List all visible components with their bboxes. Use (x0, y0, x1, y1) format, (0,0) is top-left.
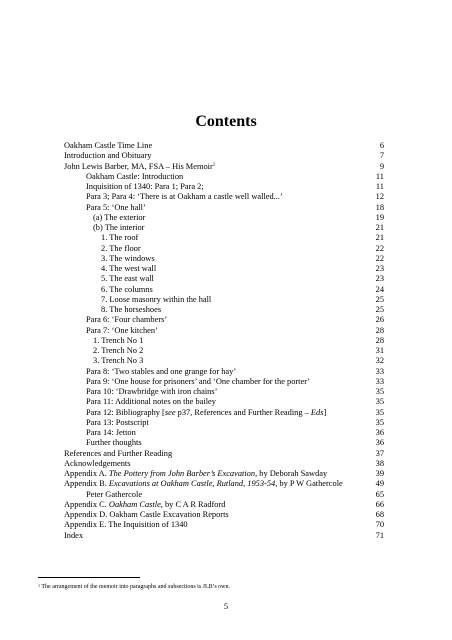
toc-entry-page: 37 (375, 448, 384, 458)
toc-entry-text: 1. The roof (101, 233, 139, 243)
toc-entry-title (86, 172, 183, 182)
toc-entry (64, 510, 384, 520)
toc-entry (64, 264, 384, 274)
toc-entry-page: 71 (375, 530, 384, 540)
toc-entry-title (64, 520, 188, 530)
toc-entry-page: 18 (375, 202, 384, 212)
toc-entry (64, 151, 384, 161)
toc-entry-page: 65 (375, 489, 384, 499)
toc-entry-title (93, 346, 143, 356)
toc-entry-title (64, 162, 215, 172)
toc-entry-italic: see (164, 407, 176, 417)
toc-entry-text: 3. Trench No 3 (93, 356, 144, 366)
toc-entry-title (86, 438, 142, 448)
toc-entry-page: 35 (375, 387, 384, 396)
toc-entry-page: 24 (375, 284, 384, 294)
footnote (38, 583, 230, 591)
toc-entry (64, 203, 384, 213)
toc-entry (64, 244, 384, 254)
toc-entry (64, 531, 384, 541)
toc-entry (64, 490, 384, 500)
toc-entry (64, 469, 384, 479)
toc-entry-title (101, 244, 141, 254)
toc-entry-text: 8. The horseshoes (101, 305, 162, 314)
toc-entry (64, 397, 384, 407)
toc-entry-text: p37, References and Further Reading – (175, 407, 311, 417)
toc-entry-text: Peter Gathercole (86, 489, 143, 499)
toc-entry-title (101, 264, 156, 274)
toc-entry-page: 35 (375, 417, 384, 427)
toc-entry-page: 19 (375, 212, 384, 222)
toc-entry (64, 182, 384, 192)
toc-entry-page: 11 (375, 182, 384, 191)
toc-entry-page: 36 (375, 438, 384, 448)
toc-entry (64, 408, 384, 418)
toc-entry (64, 254, 384, 264)
toc-entry-title (86, 315, 167, 325)
toc-entry-text: Appendix B. (64, 479, 109, 489)
toc-entry-page: 68 (375, 510, 384, 519)
toc-entry (64, 459, 384, 469)
toc-entry-text: Acknowledgements (64, 458, 131, 468)
toc-entry (64, 315, 384, 325)
toc-entry-text: 2. Trench No 2 (93, 346, 144, 355)
toc-entry (64, 233, 384, 243)
toc-entry-title (86, 377, 310, 387)
toc-entry-page: 70 (375, 520, 384, 530)
footnote-rule (38, 577, 140, 578)
toc-entry-page: 22 (375, 243, 384, 253)
toc-entry-title (86, 203, 146, 213)
toc-entry-page: 12 (375, 192, 384, 202)
toc-entry-page: 22 (375, 253, 384, 263)
toc-entry (64, 305, 384, 315)
toc-entry (64, 479, 384, 489)
toc-entry-page: 23 (375, 274, 384, 284)
table-of-contents (64, 141, 384, 541)
toc-entry-text: Further thoughts (86, 438, 142, 448)
toc-entry-title (101, 254, 155, 264)
toc-entry-text: Para 13: Postscript (86, 417, 149, 427)
toc-entry-text: Para 3; Para 4: ‘There is at Oakham a castle well walled...’ (86, 192, 283, 202)
toc-entry (64, 295, 384, 305)
toc-entry (64, 285, 384, 295)
toc-entry-page: 21 (375, 223, 384, 232)
toc-entry-title (64, 449, 172, 459)
toc-entry-title (101, 305, 161, 315)
toc-entry (64, 326, 384, 336)
toc-entry-text: Para 5: ‘One hall’ (86, 202, 146, 212)
toc-entry (64, 274, 384, 284)
toc-entry (64, 520, 384, 530)
toc-entry (64, 418, 384, 428)
toc-entry-text: Para 9: ‘One house for prisoners’ and ‘One chamber for the porter’ (86, 376, 311, 386)
toc-entry-title (86, 367, 236, 377)
toc-entry-title (93, 223, 144, 233)
toc-entry-title (86, 490, 142, 500)
toc-entry-text: Appendix E. The Inquisition of 1340 (64, 520, 188, 530)
toc-entry-text: Inquisition of 1340: Para 1; Para 2; (86, 182, 204, 191)
toc-entry-page: 25 (375, 294, 384, 304)
toc-entry-title (101, 285, 153, 295)
toc-entry-title (86, 397, 216, 407)
toc-entry-text: 4. The west wall (101, 264, 157, 273)
toc-entry (64, 367, 384, 377)
toc-entry-text: Para 10: ‘Drawbridge with iron chains’ (86, 387, 218, 396)
toc-entry-text: , by P W Gathercole (275, 479, 343, 489)
toc-entry-page: 35 (375, 407, 384, 417)
toc-entry-title (64, 469, 327, 479)
toc-entry-text: Appendix C. (64, 499, 109, 509)
toc-entry (64, 172, 384, 182)
toc-entry-page: 7 (379, 151, 384, 161)
toc-entry (64, 213, 384, 223)
toc-entry-page: 35 (375, 397, 384, 407)
toc-entry-title (101, 295, 211, 305)
toc-entry-page: 21 (375, 233, 384, 243)
toc-entry (64, 500, 384, 510)
toc-entry-page: 66 (375, 499, 384, 509)
toc-entry-text: 3. The windows (101, 253, 155, 263)
toc-entry-title (93, 336, 143, 346)
toc-entry-page: 36 (375, 428, 384, 437)
toc-entry-italic: The Pottery from John Barber’s Excavation (108, 469, 256, 478)
toc-entry-title (64, 531, 83, 541)
toc-entry (64, 449, 384, 459)
toc-entry (64, 356, 384, 366)
toc-entry-page: 6 (379, 141, 384, 150)
toc-entry (64, 336, 384, 346)
toc-entry-title (64, 141, 152, 151)
toc-entry-text: Para 14: Jetton (86, 428, 136, 437)
toc-entry (64, 428, 384, 438)
toc-entry-text: Appendix A. (64, 469, 109, 478)
toc-entry-title (101, 274, 154, 284)
toc-entry-text: John Lewis Barber, MA, FSA – His Memoir (64, 161, 213, 171)
toc-entry-text: Oakham Castle Time Line (64, 141, 153, 150)
toc-entry-title (86, 192, 283, 202)
toc-entry-title (86, 428, 136, 438)
toc-entry-text: 1. Trench No 1 (93, 335, 144, 345)
toc-entry-text: ] (323, 407, 327, 417)
page-title: Contents (195, 113, 257, 130)
toc-entry-page: 49 (375, 479, 384, 489)
footnote-ref: 1 (212, 162, 216, 168)
toc-entry-page: 11 (375, 171, 384, 181)
toc-entry-title (64, 510, 229, 520)
toc-entry-page: 9 (379, 161, 384, 171)
toc-entry-text: Para 8: ‘Two stables and one grange for hay’ (86, 366, 237, 376)
toc-entry-page: 33 (375, 366, 384, 376)
toc-entry-title (64, 500, 225, 510)
toc-entry-italic: Excavations at Oakham Castle, Rutland, 1953-54 (108, 479, 276, 489)
toc-entry-title (86, 182, 204, 192)
toc-entry-page: 32 (375, 356, 384, 366)
toc-entry-page: 26 (375, 315, 384, 325)
toc-entry (64, 162, 384, 172)
toc-entry-title (86, 408, 326, 418)
toc-entry-page: 23 (375, 264, 384, 273)
toc-entry-title (64, 479, 343, 489)
toc-entry-text: Index (64, 530, 84, 540)
toc-entry-text: Para 6: ‘Four chambers’ (86, 315, 168, 325)
toc-entry-text: , by C A R Radford (160, 499, 226, 509)
toc-entry-page: 25 (375, 305, 384, 314)
toc-entry-text: References and Further Reading (64, 448, 173, 458)
toc-entry (64, 346, 384, 356)
toc-entry-page: 28 (375, 335, 384, 345)
toc-entry-page: 28 (375, 325, 384, 335)
toc-entry (64, 387, 384, 397)
toc-entry-text: 5. The east wall (101, 274, 154, 284)
toc-entry-page: 38 (375, 458, 384, 468)
toc-entry-text: Para 7: ‘One kitchen’ (86, 325, 158, 335)
toc-entry-text: (b) The interior (93, 223, 145, 232)
toc-entry-page: 39 (375, 469, 384, 478)
toc-entry-title (64, 151, 151, 161)
toc-entry-text: Oakham Castle: Introduction (86, 171, 184, 181)
toc-entry-text: , by Deborah Sawday (255, 469, 328, 478)
toc-entry-title (101, 233, 138, 243)
toc-entry (64, 192, 384, 202)
toc-entry (64, 438, 384, 448)
toc-entry-page: 33 (375, 376, 384, 386)
toc-entry (64, 377, 384, 387)
toc-entry-text: Introduction and Obituary (64, 151, 152, 161)
toc-entry-italic: Oakham Castle (108, 499, 161, 509)
toc-entry-title (64, 459, 131, 469)
footnote-text: The arrangement of the memoir into paragraphs and subsections is JLB’s own. (40, 584, 231, 590)
toc-entry-text: Para 12: Bibliography [ (86, 407, 165, 417)
toc-entry-title (86, 326, 158, 336)
toc-entry-title (93, 213, 145, 223)
toc-entry-text: (a) The exterior (93, 212, 146, 222)
toc-entry-text: 2. The floor (101, 243, 141, 253)
toc-entry-title (86, 418, 149, 428)
footnote-marker: 1 (38, 583, 40, 588)
toc-entry-title (93, 356, 143, 366)
toc-entry (64, 141, 384, 151)
toc-entry-text: 6. The columns (101, 284, 153, 294)
page-number: 5 (223, 602, 229, 611)
toc-entry-page: 31 (375, 346, 384, 355)
toc-entry (64, 223, 384, 233)
toc-entry-text: Para 11: Additional notes on the bailey (86, 397, 216, 407)
toc-entry-text: Appendix D. Oakham Castle Excavation Reports (64, 510, 229, 519)
toc-entry-title (86, 387, 217, 397)
toc-entry-text: 7. Loose masonry within the hall (101, 294, 212, 304)
toc-entry-italic: Eds (310, 407, 324, 417)
